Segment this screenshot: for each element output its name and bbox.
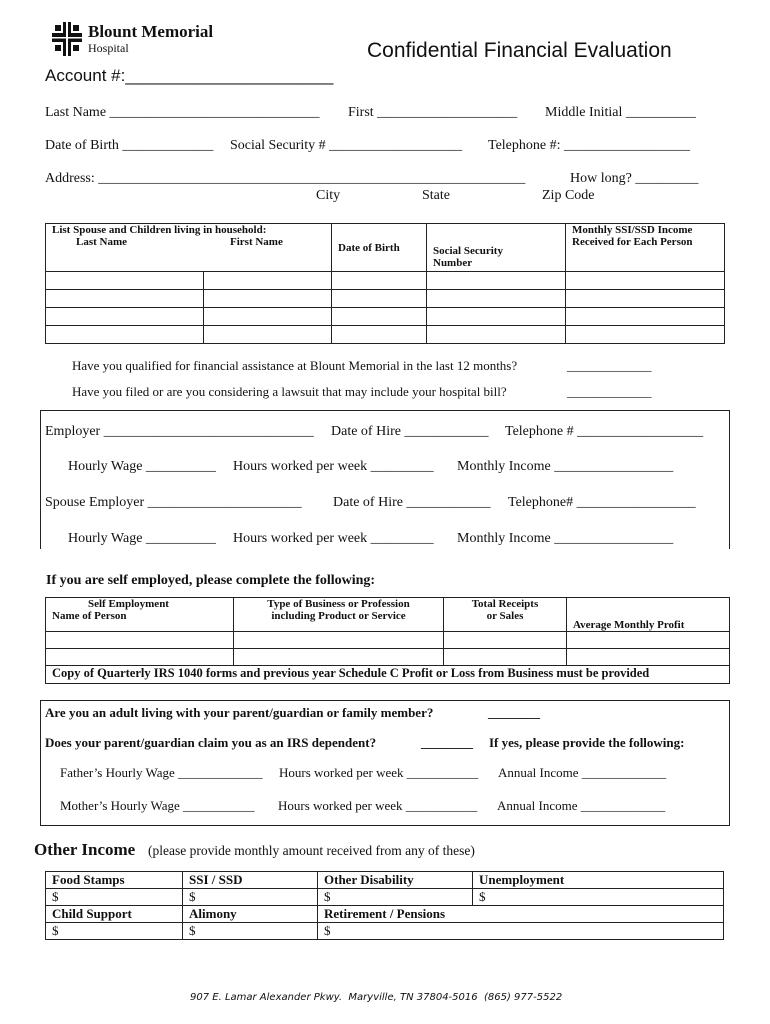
irs-dependent-question: Does your parent/guardian claim you as an IRS dependent?: [45, 735, 377, 750]
employer-telephone-field[interactable]: Telephone # __________________: [505, 424, 704, 439]
table-row[interactable]: [46, 326, 725, 344]
food-stamps-label: Food Stamps: [46, 872, 183, 889]
logo-name: Blount Memorial: [88, 22, 214, 41]
retirement-amount[interactable]: $: [318, 923, 724, 940]
total-receipts-col-2: or Sales: [486, 610, 524, 622]
irs-forms-note: Copy of Quarterly IRS 1040 forms and previous year Schedule C Profit or Loss from Business must be provided: [52, 666, 650, 680]
telephone-field[interactable]: Telephone #: __________________: [488, 138, 690, 153]
table-row[interactable]: [46, 632, 730, 649]
household-table: [45, 223, 725, 344]
mother-hours-field[interactable]: Hours worked per week ___________: [278, 798, 478, 813]
financial-assistance-answer[interactable]: _____________: [567, 358, 652, 373]
hire-date-field[interactable]: Date of Hire ____________: [331, 424, 489, 439]
mother-wage-field[interactable]: Mother’s Hourly Wage ___________: [60, 798, 255, 813]
table-row[interactable]: [46, 272, 725, 290]
state-label: State: [422, 188, 450, 203]
average-profit-col: Average Monthly Profit: [573, 619, 685, 631]
name-of-person-col: Name of Person: [52, 610, 127, 622]
self-employment-table: [45, 597, 730, 684]
zip-label: Zip Code: [542, 188, 595, 203]
lawsuit-question: Have you filed or are you considering a lawsuit that may include your hospital bill?: [72, 384, 507, 399]
account-field[interactable]: Account #:______________________: [45, 66, 334, 85]
other-income-table: [45, 871, 724, 940]
if-yes-label: If yes, please provide the following:: [489, 735, 685, 750]
food-stamps-amount[interactable]: $: [46, 889, 183, 906]
hospital-logo: [52, 22, 232, 56]
financial-assistance-question: Have you qualified for financial assistance at Blount Memorial in the last 12 months?: [72, 358, 518, 373]
table-header-row: [46, 598, 730, 632]
address-field[interactable]: Address: _____________________________________________________________: [45, 171, 526, 186]
ssi-ssd-label: SSI / SSD: [183, 872, 318, 889]
child-support-amount[interactable]: $: [46, 923, 183, 940]
first-name-field[interactable]: First ____________________: [348, 105, 518, 120]
spouse-telephone-field[interactable]: Telephone# _________________: [508, 495, 696, 510]
ssn-field[interactable]: Social Security # ___________________: [230, 138, 463, 153]
table-header-row: [46, 224, 725, 272]
ssi-ssd-amount[interactable]: $: [183, 889, 318, 906]
other-income-title: Other Income: [34, 840, 136, 859]
adult-living-question: Are you an adult living with your parent/guardian or family member?: [45, 705, 434, 720]
form-title: Confidential Financial Evaluation: [367, 39, 672, 62]
cross-logo-icon: [52, 22, 82, 56]
retirement-label: Retirement / Pensions: [318, 906, 724, 923]
income-col: Monthly SSI/SSD Income: [572, 224, 693, 236]
total-receipts-col: Total Receipts: [471, 598, 539, 610]
spouse-hire-date-field[interactable]: Date of Hire ____________: [333, 495, 491, 510]
other-disability-label: Other Disability: [318, 872, 473, 889]
lawsuit-answer[interactable]: _____________: [567, 384, 652, 399]
business-type-col-2: including Product or Service: [271, 610, 406, 622]
unemployment-label: Unemployment: [473, 872, 724, 889]
income-col-2: Received for Each Person: [572, 236, 693, 248]
hours-worked-field[interactable]: Hours worked per week _________: [233, 459, 434, 474]
monthly-income-field[interactable]: Monthly Income _________________: [457, 459, 674, 474]
other-income-subtitle: (please provide monthly amount received from any of these): [148, 843, 475, 858]
irs-dependent-answer[interactable]: ________: [421, 735, 473, 750]
alimony-amount[interactable]: $: [183, 923, 318, 940]
city-label: City: [316, 188, 341, 203]
last-name-col: Last Name: [76, 236, 128, 248]
self-employed-heading: If you are self employed, please complete the following:: [46, 573, 376, 588]
how-long-field[interactable]: How long? _________: [570, 171, 699, 186]
middle-initial-field[interactable]: Middle Initial __________: [545, 105, 696, 120]
last-name-field[interactable]: Last Name ______________________________: [45, 105, 320, 120]
other-disability-amount[interactable]: $: [318, 889, 473, 906]
logo-sub: Hospital: [88, 41, 129, 55]
household-header: List Spouse and Children living in household:: [52, 224, 267, 236]
table-row[interactable]: [46, 290, 725, 308]
ssn-col: Social Security: [433, 245, 503, 257]
father-income-field[interactable]: Annual Income _____________: [498, 765, 667, 780]
employer-field[interactable]: Employer ______________________________: [45, 424, 314, 439]
spouse-hours-worked-field[interactable]: Hours worked per week _________: [233, 531, 434, 546]
spouse-monthly-income-field[interactable]: Monthly Income _________________: [457, 531, 674, 546]
table-row[interactable]: [46, 308, 725, 326]
adult-living-answer[interactable]: ________: [488, 705, 540, 720]
father-wage-field[interactable]: Father’s Hourly Wage _____________: [60, 765, 263, 780]
dob-field[interactable]: Date of Birth _____________: [45, 138, 214, 153]
spouse-hourly-wage-field[interactable]: Hourly Wage __________: [68, 531, 216, 546]
spouse-employer-field[interactable]: Spouse Employer ______________________: [45, 495, 302, 510]
dob-col: Date of Birth: [338, 241, 400, 254]
table-row[interactable]: [46, 649, 730, 666]
mother-income-field[interactable]: Annual Income _____________: [497, 798, 666, 813]
unemployment-amount[interactable]: $: [473, 889, 724, 906]
footer-address: 907 E. Lamar Alexander Pkwy. Maryville, TN 37804-5016 (865) 977-5522: [190, 992, 563, 1003]
ssn-col-2: Number: [433, 257, 473, 269]
father-hours-field[interactable]: Hours worked per week ___________: [279, 765, 479, 780]
alimony-label: Alimony: [183, 906, 318, 923]
child-support-label: Child Support: [46, 906, 183, 923]
first-name-col: First Name: [230, 236, 283, 248]
self-employment-col: Self Employment: [88, 598, 169, 610]
business-type-col: Type of Business or Profession: [267, 598, 410, 610]
hourly-wage-field[interactable]: Hourly Wage __________: [68, 459, 216, 474]
